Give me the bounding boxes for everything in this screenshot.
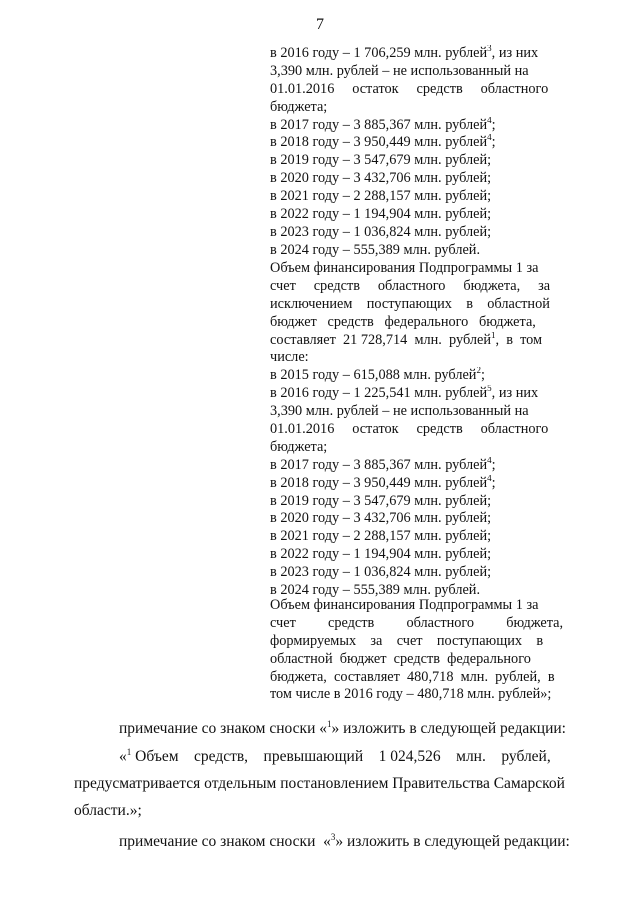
line-text: , из них [491,45,539,61]
note-instruction-3 [74,833,584,851]
line-text: , из них [491,385,539,402]
paragraph-line: счет средств областного бюджета, за [270,277,551,294]
footnote-mark: 3 [330,831,336,842]
line-2021: в 2021 году – 2 288,157 млн. рублей; [270,188,492,205]
line-2024: в 2024 году – 555,389 млн. рублей. [270,582,481,599]
line-text: в 2016 году – 1 706,259 млн. рублей [270,45,488,61]
note-instruction-1 [74,720,584,738]
line-2016-cont: бюджета; [270,98,328,115]
line-2016 [270,385,576,403]
line-2017 [270,117,576,135]
footnote-mark: 4 [487,456,492,466]
paragraph-line [74,748,584,766]
line-2022: в 2022 году – 1 194,904 млн. рублей; [270,206,492,223]
line-text: « [119,748,127,765]
footnote-mark: 4 [487,116,492,125]
line-text: ; [480,367,485,384]
line-text: , в том [495,331,543,348]
line-text: в 2018 году – 3 950,449 млн. рублей [270,134,488,151]
line-2016-cont: 01.01.2016 остаток средств областного [270,421,549,438]
line-2015 [270,367,576,385]
funding-block-total [270,45,576,260]
line-text: Объем средств, превышающий 1 024,526 млн. рублей, [131,748,551,765]
paragraph-line: предусматривается отдельным постановлением Правительства Самарской [74,775,565,792]
line-2018 [270,475,576,493]
line-2024: в 2024 году – 555,389 млн. рублей. [270,241,481,258]
paragraph-line [270,332,576,350]
line-2018 [270,134,576,152]
line-text: в 2017 году – 3 885,367 млн. рублей [270,456,488,473]
funding-block-federal [270,597,576,704]
line-text: ; [491,456,496,473]
line-2022: в 2022 году – 1 194,904 млн. рублей; [270,546,492,563]
line-text: примечание со знаком сноски « [119,720,327,737]
funding-block-regional [270,260,576,600]
line-text: в 2017 году – 3 885,367 млн. рублей [270,116,488,133]
line-text: составляет 21 728,714 млн. рублей [270,331,491,348]
paragraph-line [74,720,584,738]
line-text: в 2015 году – 615,088 млн. рублей [270,367,477,384]
line-text: ; [491,116,496,133]
footnote-mark: 1 [126,746,132,757]
line-text: » изложить в следующей редакции: [335,833,570,850]
footnote-mark: 2 [476,367,481,376]
line-2016-cont: 3,390 млн. рублей – не использованный на [270,62,529,79]
line-2020: в 2020 году – 3 432,706 млн. рублей; [270,170,492,187]
paragraph-line: счет средств областного бюджета, [270,614,564,631]
footnote-mark: 1 [491,331,496,340]
paragraph-line: формируемых за счет поступающих в [270,632,544,649]
paragraph-line: Объем финансирования Подпрограммы 1 за [270,260,539,276]
paragraph-line [74,833,584,851]
paragraph-line: том числе в 2016 году – 480,718 млн. рублей»; [270,686,552,703]
line-text: в 2016 году – 1 225,541 млн. рублей [270,385,488,402]
line-2020: в 2020 году – 3 432,706 млн. рублей; [270,510,492,527]
footnote-text [74,748,584,820]
footnote-mark: 3 [487,45,492,54]
line-2023: в 2023 году – 1 036,824 млн. рублей; [270,223,492,240]
line-2019: в 2019 году – 3 547,679 млн. рублей; [270,492,492,509]
line-2016 [270,45,576,63]
line-2021: в 2021 году – 2 288,157 млн. рублей; [270,528,492,545]
paragraph-line: Объем финансирования Подпрограммы 1 за [270,597,539,613]
line-2016-cont: 01.01.2016 остаток средств областного [270,80,549,97]
line-2023: в 2023 году – 1 036,824 млн. рублей; [270,564,492,581]
paragraph-line: исключением поступающих в областной [270,295,550,312]
line-text: ; [491,474,496,491]
line-2016-cont: бюджета; [270,438,328,455]
paragraph-line: областной бюджет средств федерального [270,650,531,667]
line-text: примечание со знаком сноски « [119,833,331,850]
paragraph-line: области.»; [74,802,142,819]
line-text: ; [491,134,496,151]
line-2019: в 2019 году – 3 547,679 млн. рублей; [270,152,492,169]
paragraph-line: бюджета, составляет 480,718 млн. рублей, в [270,668,555,685]
page-number: 7 [316,16,324,33]
line-text: в 2018 году – 3 950,449 млн. рублей [270,474,488,491]
paragraph-line: бюджет средств федерального бюджета, [270,313,536,330]
paragraph-line: числе: [270,349,309,366]
footnote-mark: 4 [487,474,492,483]
footnote-mark: 1 [327,718,332,729]
line-text: » изложить в следующей редакции: [331,720,566,737]
footnote-mark: 4 [487,134,492,143]
line-2016-cont: 3,390 млн. рублей – не использованный на [270,403,529,420]
footnote-mark: 5 [487,385,492,394]
line-2017 [270,457,576,475]
